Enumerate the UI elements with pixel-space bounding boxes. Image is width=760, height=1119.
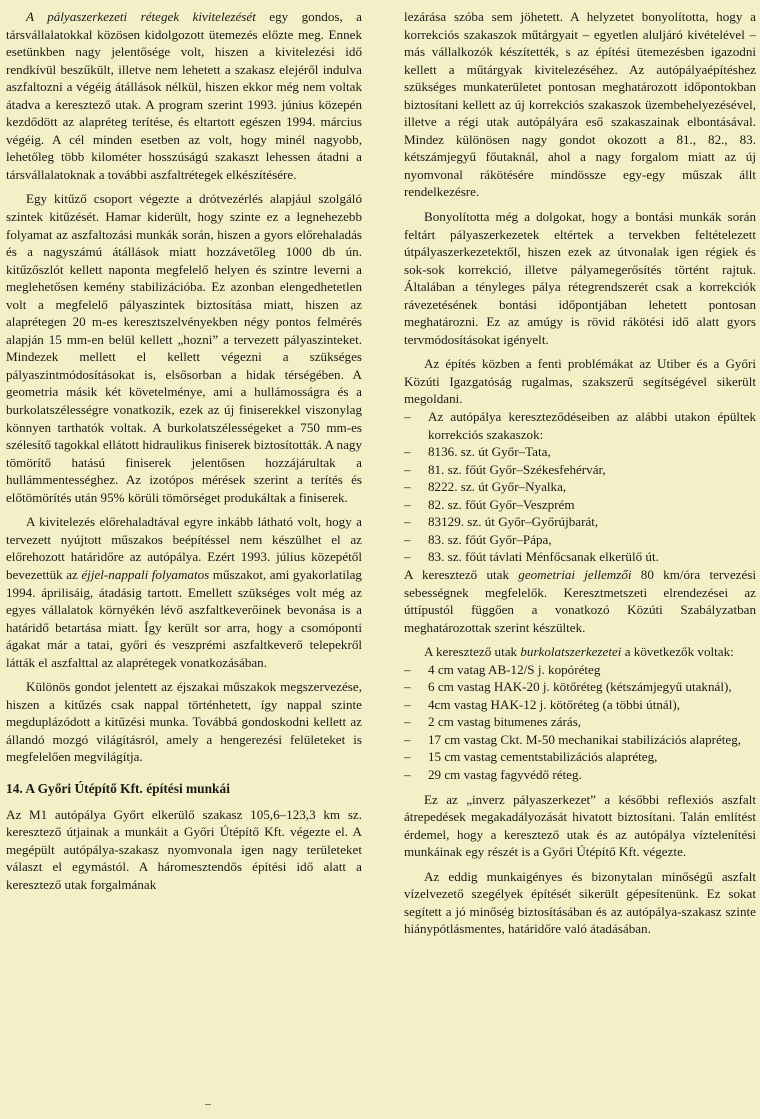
list-item (404, 661, 756, 679)
text-run: 83. sz. főút Győr–Pápa, (428, 531, 552, 547)
paragraph (6, 806, 362, 894)
paragraph (404, 566, 756, 636)
emphasis-text: A pályaszerkezeti rétegek kivitelezését (26, 9, 256, 24)
paragraph-gap (404, 636, 756, 643)
text-run: 82. sz. főút Győr–Veszprém (428, 496, 575, 512)
emphasis-text: burkolatszerkezetei (520, 644, 622, 660)
text-run: Egy kitűző csoport végezte a drótvezérlés alapjául szolgáló szintek kitűzését. Hamar kiderült, hogy szinte ez a legnehezebb folyamat az aszfaltozási munkák során, hiszen a gyors előrehaladás és a nagyszámú átállások miatt hozzávetőleg 1000 db ún. kitűzőszlót kellett naponta megfelelő helyen és szintre leverni a meglehetősen kemény stabilizációba. Ez azonban elengedhetetlen volt a megfelelő pályaszintek biztosítása miatt, hiszen az alaprétegen 20 m-es keresztszelvényekben négy pontos felmérés alapján 15 mm-en belül kellett „hozni” a tervezett pályaszinteket. Mindezek mellett el kellett végezni a szükséges pályaszintmódosításokat is, elsősorban a hidak térségében. A geometria másik két követelménye, ami a hullámosságra és a burkolatszélességre vonatkozik, ezek az új finiserekkel viszonylag könnyen tarthatók voltak. A burkolatszélességeket a 750 mm-es szélesítő tagokkal ellátott hidraulikus finiserek biztosították. A nagy tömörítő hatású finiserek jelentősen hozzájárultak a hullámmentességhez. Az izotópos mérések szerint a terítés és előtömörítés után 95% körüli tömörséget produkáltak a finiserek. (6, 191, 362, 505)
text-run: műszakot, ami gyakorlatilag 1994. áprilisáig, átadásig tartott. Emellett szükséges volt még az egyes vállalatok környékén lévő aszfaltkeverőinek bevonása is a határidő betartása miatt. Így került sor arra, hogy a csomóponti ágakat már a tatai, győri és veszprémi aszfaltkeverő telepekről látták el aszfalttal az alaprétegek vonatkozásában. (6, 566, 362, 670)
list-item (404, 531, 756, 549)
text-run: 4cm vastag HAK-12 j. kötőréteg (a többi útnál), (428, 696, 680, 712)
paragraph (6, 190, 362, 506)
text-run: Bonyolította még a dolgokat, hogy a bontási munkák során feltárt pályaszerkezetek eltértek a tervekben feltételezett útpályaszerkezetektől, hiszen ezek az útvonalak igen régiek és sok-sok korrekció, illetve pályamegerősítés történt rajtuk. Általában a tényleges pálya rétegrendszerét csak a korrekciók rávezetésének bontási időpontjában lehetett pontosan meghatározni. Ez az amúgy is rövid rákötési idő alatt gyors tervmódosításokat igényelt. (404, 209, 756, 347)
list-item (404, 478, 756, 496)
paragraph (6, 513, 362, 671)
list-item (404, 443, 756, 461)
paragraph-gap (404, 348, 756, 355)
text-run: Az M1 autópálya Győrt elkerülő szakasz 105,6–123,3 km sz. keresztező útjainak a munkáit a Győri Útépítő Kft. végezte el. A megépült autópálya-szakasz nyomvonala igen nagy területeket választ el egymástól. A háromesztendős építési idő alatt a keresztező utak forgalmának (6, 806, 362, 892)
text-run: 4 cm vatag AB-12/S j. kopóréteg (428, 661, 601, 677)
list-item (404, 731, 756, 749)
text-run: 2 cm vastag bitumenes zárás, (428, 714, 582, 730)
footer-mark (205, 1104, 211, 1105)
text-run: a következők voltak: (621, 644, 734, 660)
paragraph (404, 8, 756, 201)
list-item (404, 696, 756, 714)
list-item (404, 748, 756, 766)
text-run: egy gondos, a társvállalatokkal közösen kidolgozott ütemezés előzte meg. Ennek esetünkben nagy jelentősége volt, hiszen a kivitelezési idő rendkívül beszűkült, illetve nem lehetett a szakasz elejéről indulva aszfaltozni a végéig átállások nélkül, hiszen ekkor még nem voltak átadva a keresztező utak. A program szerint 1993. június közepén kezdődött az alapréteg terítése, és eltartott egészen 1994. március végéig. A cél minden esetben az volt, hogy minél nagyobb, lehetőleg több kilométer hosszúságú szakaszt lehessen átadni a társvállalatoknak a további aszfaltrétegek elkészítésére. (6, 9, 362, 182)
text-run: lezárása szóba sem jöhetett. A helyzetet bonyolította, hogy a korrekciós szakaszok műtárgyait – egyetlen aluljáró kivételével – más vállalkozók készítették, s az építési ütemezésben igazodni kellett a műtárgyak kivitelezéséhez. Az autópályaépítéshez szükséges munkaterületet pontosan meghatározott időpontokban biztosítani kellett az új korrekciós szakaszok üzembehelyezésével, illetve a régi utak autópályára eső szakaszainak elbontásával. Mindez különösen nagy gondot okozott a 81., 82., 83. kétszámjegyű főutaknál, ahol a nagy forgalom miatt az új nyomvonal rákötésére mindössze egy-egy műszak állt rendelkezésre. (404, 9, 756, 200)
right-column (404, 8, 756, 938)
text-run: 81. sz. főút Győr–Székesfehérvár, (428, 461, 606, 477)
text-run: Ez az „inverz pályaszerkezet” a későbbi reflexiós aszfalt átrepedések megakadályozását hivatott biztosítani. Talán említést érdemel, hogy a keresztező utak és az autópálya víztelenítési munkáinak egy részét is a Győri Útépítő Kft. végezte. (404, 791, 756, 860)
text-run: 8136. sz. út Győr–Tata, (428, 444, 551, 460)
text-run: 8222. sz. út Győr–Nyalka, (428, 479, 567, 495)
emphasis-text: éjjel-nappali folyamatos (81, 566, 210, 582)
paragraph (404, 355, 756, 408)
paragraph (404, 643, 756, 661)
list-item (404, 548, 756, 566)
paragraph-gap (6, 506, 362, 513)
list-item (404, 678, 756, 696)
text-run: 80 km/óra tervezési sebességnek megfelelők. Keresztmetszeti elrendezései az úttípustól függően a vonatkozó Közúti Szabályzatban meghatározottak szerint készültek. (404, 566, 757, 635)
section-heading: 14. A Győri Útépítő Kft. építési munkái (6, 780, 230, 796)
emphasis-text: geometriai jellemzői (518, 566, 632, 582)
paragraph (6, 8, 362, 183)
text-run: 6 cm vastag HAK-20 j. kötőréteg (kétszámjegyű utaknál), (428, 679, 732, 695)
paragraph-gap (6, 183, 362, 190)
paragraph-gap (404, 201, 756, 208)
text-run: 15 cm vastag cementstabilizációs alapréteg, (428, 749, 658, 765)
paragraph (404, 868, 756, 938)
left-column (6, 8, 362, 893)
text-run: Az eddig munkaigényes és bizonytalan minőségű aszfalt vízelvezető szegélyek építését sikerült gépesítenünk. Ez sokat segített a jó minőség biztosításában és az autópálya-szakasz szinte hiánypótlásmentes, határidőre való átadásában. (404, 868, 756, 937)
text-run: A keresztező utak (404, 566, 519, 582)
text-run: Az autópálya kereszteződéseiben az alábbi utakon épültek korrekciós szakaszok: (428, 409, 756, 442)
text-run: 83. sz. főút távlati Ménfőcsanak elkerülő út. (428, 549, 659, 565)
paragraph (6, 678, 362, 766)
list-item (404, 513, 756, 531)
text-run: 17 cm vastag Ckt. M-50 mechanikai stabilizációs alapréteg, (428, 731, 742, 747)
paragraph-gap (404, 861, 756, 868)
text-run: A keresztező utak (424, 644, 521, 660)
text-run: 29 cm vastag fagyvédő réteg. (428, 766, 582, 782)
paragraph-gap (6, 671, 362, 678)
paragraph (404, 208, 756, 348)
text-run: Különös gondot jelentett az éjszakai műszakok megszervezése, hiszen a kitűzés csak nappal történhetett, így nappal szinte megduplázódott a kitűzési munka. Továbbá gondoskodni kellett az állandó mozgó világításról, amely a hengerezési felületeket is megfelelően megvilágítja. (6, 679, 362, 765)
list-item (404, 496, 756, 514)
paragraph (404, 791, 756, 861)
list-item (404, 408, 756, 443)
list-item (404, 713, 756, 731)
paragraph-gap (404, 784, 756, 791)
list-item (404, 766, 756, 784)
list-item (404, 461, 756, 479)
text-run: A kivitelezés előrehaladtával egyre inkább látható volt, hogy a tervezett nyújtott műszakos beépítéssel nem készülhet el az előrehozott határidőre az autópálya. Ezért 1993. július közepétől bevezettük az (6, 514, 362, 582)
text-run: 83129. sz. út Győr–Győrújbarát, (428, 514, 599, 530)
text-run: Az építés közben a fenti problémákat az Utiber és a Győri Közúti Igazgatóság rugalmas, szakszerű segítségével sikerült megoldani. (404, 356, 756, 407)
